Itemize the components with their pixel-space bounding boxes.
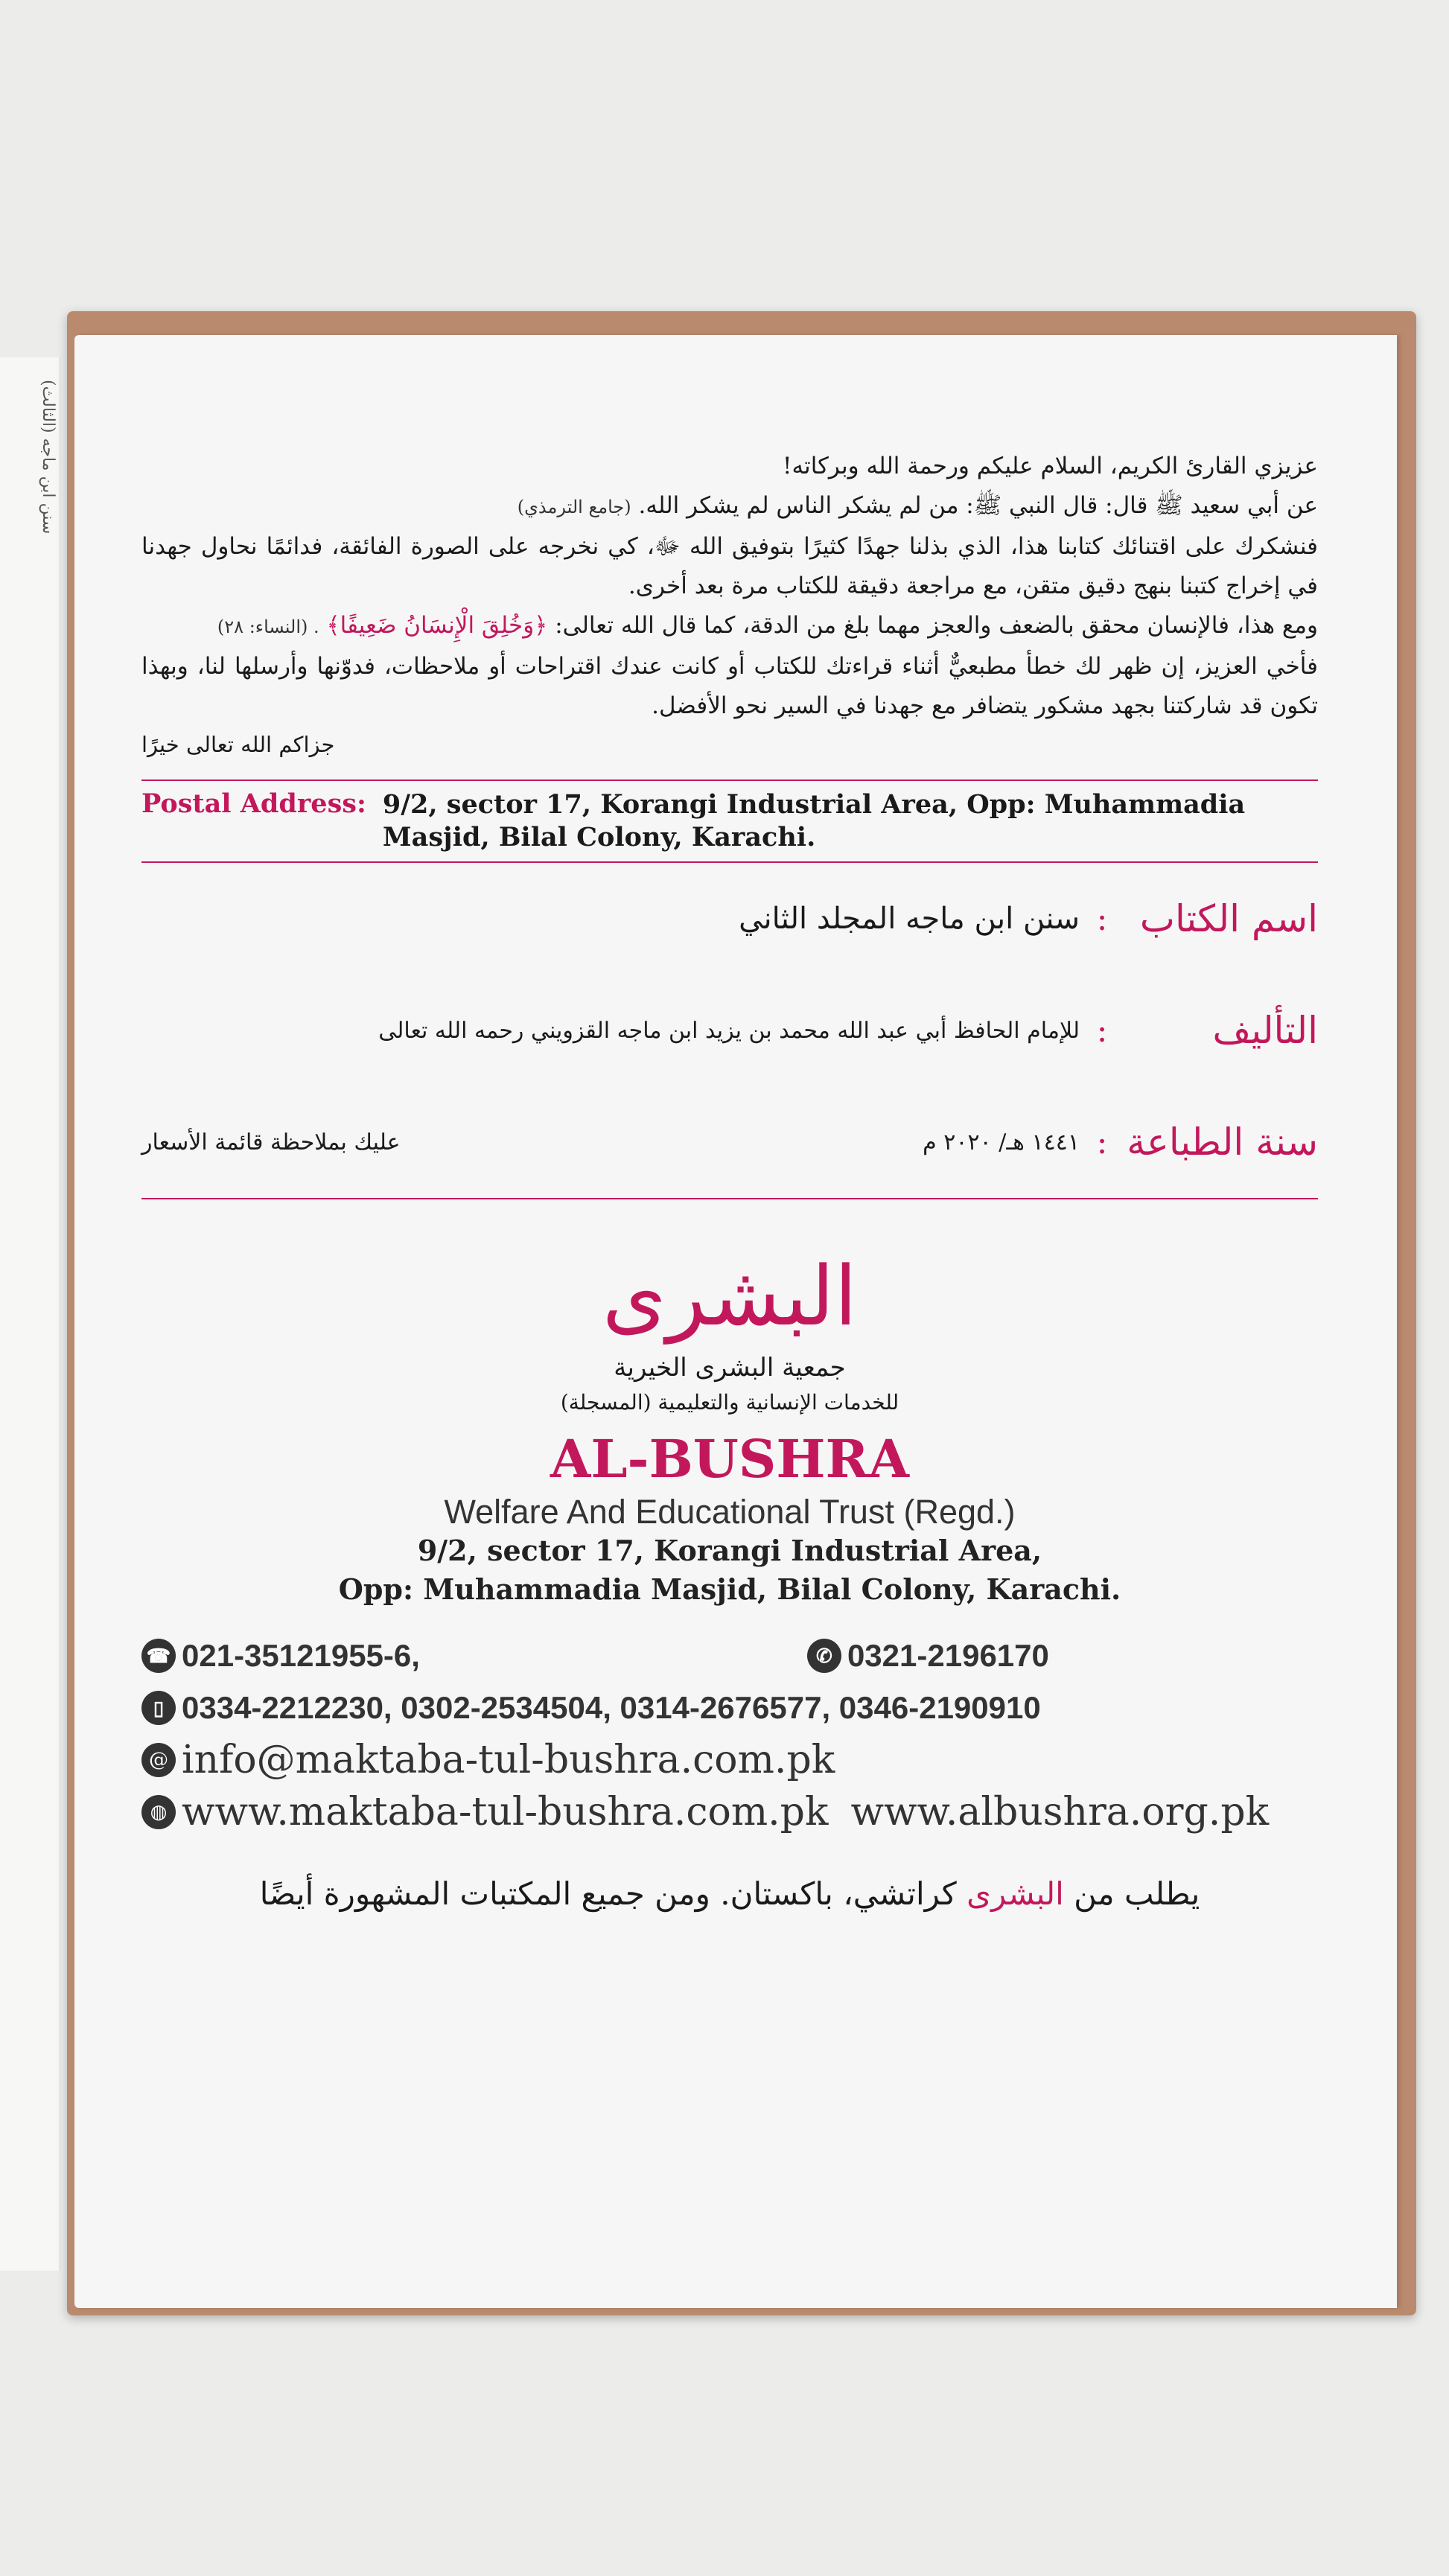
globe-icon: ◍ — [141, 1795, 176, 1829]
hadith-reference: (جامع الترمذي) — [517, 497, 631, 517]
quran-reference: . (النساء: ٢٨) — [217, 616, 319, 637]
book-title-value: سنن ابن ماجه المجلد الثاني — [739, 902, 1080, 936]
availability-note — [141, 1875, 1318, 1912]
author-value: للإمام الحافظ أبي عبد الله محمد بن يزيد ابن ماجه القزويني رحمه الله تعالى — [378, 1017, 1080, 1044]
email-icon: @ — [141, 1743, 176, 1777]
mobile-line — [141, 1682, 1318, 1734]
al-bushra-logo: البشرى — [602, 1249, 858, 1344]
postal-label: Postal Address: — [141, 788, 366, 819]
previous-page-edge — [0, 357, 60, 2271]
hadith-text: عن أبي سعيد ﷺ قال: قال النبي ﷺ: من لم يشكر الناس لم يشكر الله. — [638, 492, 1318, 519]
book-title-row — [141, 863, 1318, 975]
print-year-row — [141, 1086, 1318, 1198]
book-page — [74, 335, 1397, 2308]
author-key: التأليف — [1212, 1009, 1318, 1052]
publisher-logo-block — [141, 1244, 1318, 1609]
book-title-key: اسم الكتاب — [1139, 897, 1318, 940]
publisher-arabic-name: جمعية البشرى الخيرية — [614, 1353, 846, 1383]
info-divider — [141, 1198, 1318, 1199]
telephone-icon: ☎ — [141, 1639, 176, 1673]
quran-line — [141, 606, 1318, 647]
website-primary: www.maktaba-tul-bushra.com.pk — [182, 1790, 829, 1834]
availability-post: كراتشي، باكستان. ومن جميع المكتبات المشهورة أيضًا — [259, 1875, 957, 1912]
availability-brand: البشرى — [966, 1875, 1064, 1912]
email-line — [141, 1734, 1318, 1786]
signoff: جزاكم الله تعالى خيرًا — [141, 732, 335, 757]
page-content — [141, 447, 1318, 1912]
author-row — [141, 975, 1318, 1086]
whatsapp-number: 0321-2196170 — [847, 1638, 1049, 1673]
page-edge-text: سنن ابن ماجه (الثالث) — [39, 380, 57, 535]
mobile-numbers: 0334-2212230, 0302-2534504, 0314-2676577, 0346-2190910 — [182, 1690, 1041, 1725]
hadith-line — [141, 486, 1318, 527]
postal-value: 9/2, sector 17, Korangi Industrial Area, Opp: Muhammadia Masjid, Bilal Colony, Karachi. — [382, 789, 1246, 852]
price-note: عليك بملاحظة قائمة الأسعار — [141, 1129, 401, 1155]
email-address: info@maktaba-tul-bushra.com.pk — [182, 1738, 835, 1782]
greeting: عزيزي القارئ الكريم، السلام عليكم ورحمة الله وبركاته! — [782, 453, 1318, 479]
print-year-key: سنة الطباعة — [1127, 1120, 1318, 1164]
publisher-arabic-tagline: للخدمات الإنسانية والتعليمية (المسجلة) — [560, 1390, 899, 1415]
availability-pre: يطلب من — [1074, 1875, 1200, 1912]
weakness-text: ومع هذا، فالإنسان محقق بالضعف والعجز مهما بلغ من الدقة، كما قال الله تعالى: — [555, 612, 1318, 639]
whatsapp-icon: ✆ — [807, 1639, 841, 1673]
publisher-english-name: AL-BUSHRA — [550, 1428, 909, 1490]
postal-address — [141, 780, 1318, 863]
website-line — [141, 1786, 1318, 1838]
quran-verse: ﴿وَخُلِقَ الْإِنسَانُ ضَعِيفًا﴾ — [326, 612, 548, 639]
contact-block — [141, 1630, 1318, 1838]
landline-number: 021-35121955-6, — [182, 1638, 420, 1673]
website-secondary: www.albushra.org.pk — [850, 1790, 1270, 1834]
intro-message — [141, 447, 1318, 726]
print-year-value: ١٤٤١ هـ/ ٢٠٢٠ م — [923, 1129, 1080, 1155]
feedback-paragraph: فأخي العزيز، إن ظهر لك خطأ مطبعيٌّ أثناء قراءتك للكتاب أو كانت عندك اقتراحات أو ملاحظات، فدوّنها وأرسلها لنا، وبهذا تكون قد شاركتنا بجهد مشكور يتضافر مع جهدنا في السير نحو الأفضل. — [141, 653, 1318, 719]
publisher-address-line2: Opp: Muhammadia Masjid, Bilal Colony, Karachi. — [338, 1572, 1121, 1606]
colon: : — [1096, 1011, 1108, 1050]
publisher-trust-name: Welfare And Educational Trust (Regd.) — [444, 1493, 1016, 1531]
mobile-phone-icon: ▯ — [141, 1691, 176, 1725]
colon: : — [1096, 1123, 1108, 1161]
publisher-address-line1: 9/2, sector 17, Korangi Industrial Area, — [417, 1534, 1042, 1567]
thanks-paragraph: فنشكرك على اقتنائك كتابنا هذا، الذي بذلنا جهدًا كثيرًا بتوفيق الله ﷻ، كي نخرجه على الصورة الفائقة، فدائمًا نحاول جهدنا في إخراج كتبنا بنهج دقيق متقن، مع مراجعة دقيقة للكتاب مرة بعد أخرى. — [141, 533, 1318, 599]
colon: : — [1096, 899, 1108, 938]
phone-line — [141, 1630, 1318, 1682]
